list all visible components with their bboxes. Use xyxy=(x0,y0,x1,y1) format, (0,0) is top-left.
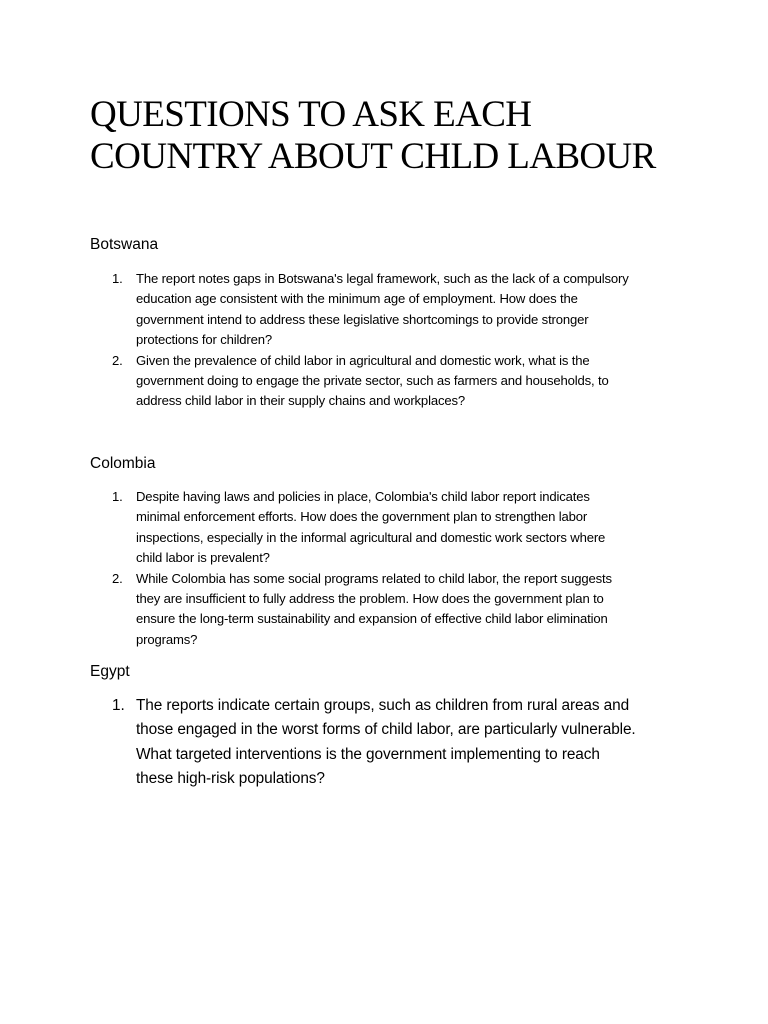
question-line: government intend to address these legislative shortcomings to provide stronger xyxy=(136,311,589,327)
question-line: they are insufficient to fully address the problem. How does the government plan to xyxy=(136,591,604,607)
title-line: QUESTIONS TO ASK EACH xyxy=(90,94,532,135)
section-heading-botswana: Botswana xyxy=(90,236,159,253)
document-title xyxy=(90,94,710,178)
question-text xyxy=(136,269,629,351)
question-text xyxy=(136,569,612,651)
section-heading-colombia: Colombia xyxy=(90,455,156,472)
question-line: inspections, especially in the informal agricultural and domestic work sectors where xyxy=(136,529,606,545)
question-item xyxy=(90,487,612,569)
question-line: those engaged in the worst forms of child labor, are particularly vulnerable. xyxy=(136,721,636,739)
question-number: 1. xyxy=(112,271,123,286)
question-item xyxy=(90,351,629,412)
question-list-colombia xyxy=(90,487,612,650)
question-line: education age consistent with the minimum age of employment. How does the xyxy=(136,291,578,307)
question-line: Despite having laws and policies in place, Colombia's child labor report indicates xyxy=(136,489,590,504)
question-list-egypt xyxy=(90,694,636,791)
question-item xyxy=(90,694,636,791)
section-heading-egypt: Egypt xyxy=(90,663,130,680)
question-item xyxy=(90,269,629,351)
question-item xyxy=(90,569,612,651)
question-line: child labor is prevalent? xyxy=(136,550,270,566)
question-number: 1. xyxy=(112,697,125,714)
question-text xyxy=(136,694,636,791)
question-text xyxy=(136,487,612,569)
question-text xyxy=(136,351,629,412)
question-number: 1. xyxy=(112,489,123,504)
title-line: COUNTRY ABOUT CHLD LABOUR xyxy=(90,136,656,177)
question-line: programs? xyxy=(136,631,198,647)
question-line: address child labor in their supply chains and workplaces? xyxy=(136,393,466,409)
question-line: minimal enforcement efforts. How does the government plan to strengthen labor xyxy=(136,509,588,525)
question-line: government doing to engage the private sector, such as farmers and households, to xyxy=(136,373,609,389)
question-line: protections for children? xyxy=(136,332,272,348)
question-line: Given the prevalence of child labor in agricultural and domestic work, what is the xyxy=(136,352,590,368)
question-line: ensure the long-term sustainability and expansion of effective child labor elimination xyxy=(136,611,608,627)
question-line: The report notes gaps in Botswana's legal framework, such as the lack of a compulsory xyxy=(136,271,629,286)
question-list-botswana xyxy=(90,269,629,412)
question-number: 2. xyxy=(112,570,123,586)
question-line: While Colombia has some social programs related to child labor, the report suggests xyxy=(136,570,612,586)
question-line: What targeted interventions is the government implementing to reach xyxy=(136,745,600,763)
question-number: 2. xyxy=(112,352,123,368)
question-line: The reports indicate certain groups, such as children from rural areas and xyxy=(136,697,630,714)
question-line: these high-risk populations? xyxy=(136,769,325,787)
